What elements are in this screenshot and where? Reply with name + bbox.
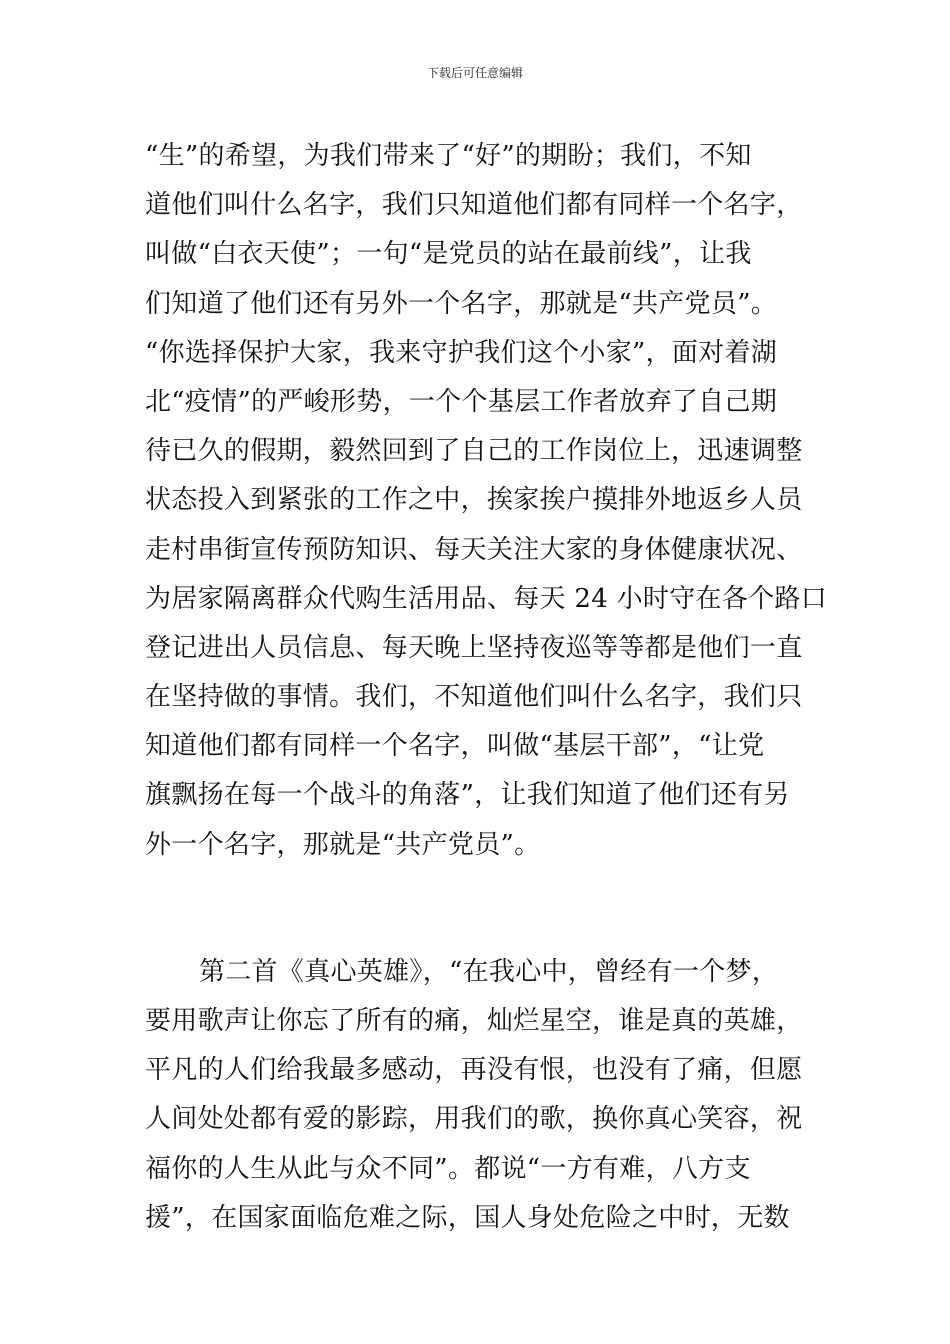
text-line: 们知道了他们还有另外一个名字，那就是“共产党员”。 — [145, 288, 778, 319]
text-line: “生”的希望，为我们带来了“好”的期盼；我们，不知 — [145, 141, 752, 171]
paragraph-spacer — [145, 870, 815, 948]
text-line: 知道他们都有同样一个名字，叫做“基层干部”，“让党 — [145, 731, 765, 762]
paragraph-2 — [145, 948, 815, 1243]
text-line: 第二首《真心英雄》，“在我心中，曾经有一个梦， — [199, 956, 779, 987]
text-line: 状态投入到紧张的工作之中，挨家挨户摸排外地返乡人员 — [145, 485, 803, 516]
text-line: 道他们叫什么名字，我们只知道他们都有同样一个名字， — [145, 190, 803, 221]
text-line: 人间处处都有爱的影踪，用我们的歌，换你真心笑容，祝 — [145, 1104, 803, 1135]
paragraph-1 — [145, 132, 828, 870]
text-line: 旗飘扬在每一个战斗的角落”，让我们知道了他们还有另 — [145, 780, 790, 811]
text-line: 北“疫情”的严峻形势，一个个基层工作者放弃了自己期 — [145, 386, 778, 417]
text-line: 走村串街宣传预防知识、每天关注大家的身体健康状况、 — [145, 534, 803, 565]
text-line: 为居家隔离群众代购生活用品、每天 24 小时守在各个路口 — [145, 583, 828, 614]
text-line: 平凡的人们给我最多感动，再没有恨，也没有了痛，但愿 — [145, 1055, 803, 1086]
text-line: “你选择保护大家，我来守护我们这个小家”，面对着湖 — [145, 337, 778, 368]
text-line: 要用歌声让你忘了所有的痛，灿烂星空，谁是真的英雄， — [145, 1006, 803, 1036]
text-line: 登记进出人员信息、每天晚上坚持夜巡等等都是他们一直 — [145, 632, 803, 663]
text-line: 外一个名字，那就是“共产党员”。 — [145, 829, 541, 860]
page-header-note: 下载后可任意编辑 — [426, 66, 523, 80]
text-line: 叫做“白衣天使”；一句“是党员的站在最前线”，让我 — [145, 239, 752, 270]
text-line: 福你的人生从此与众不同”。都说“一方有难，八方支 — [145, 1153, 751, 1184]
text-line: 待已久的假期，毅然回到了自己的工作岗位上，迅速调整 — [145, 436, 803, 467]
text-line: 在坚持做的事情。我们，不知道他们叫什么名字，我们只 — [145, 682, 803, 713]
text-line: 援”，在国家面临危难之际，国人身处危险之中时，无数 — [145, 1202, 790, 1233]
document-body — [145, 132, 828, 1243]
